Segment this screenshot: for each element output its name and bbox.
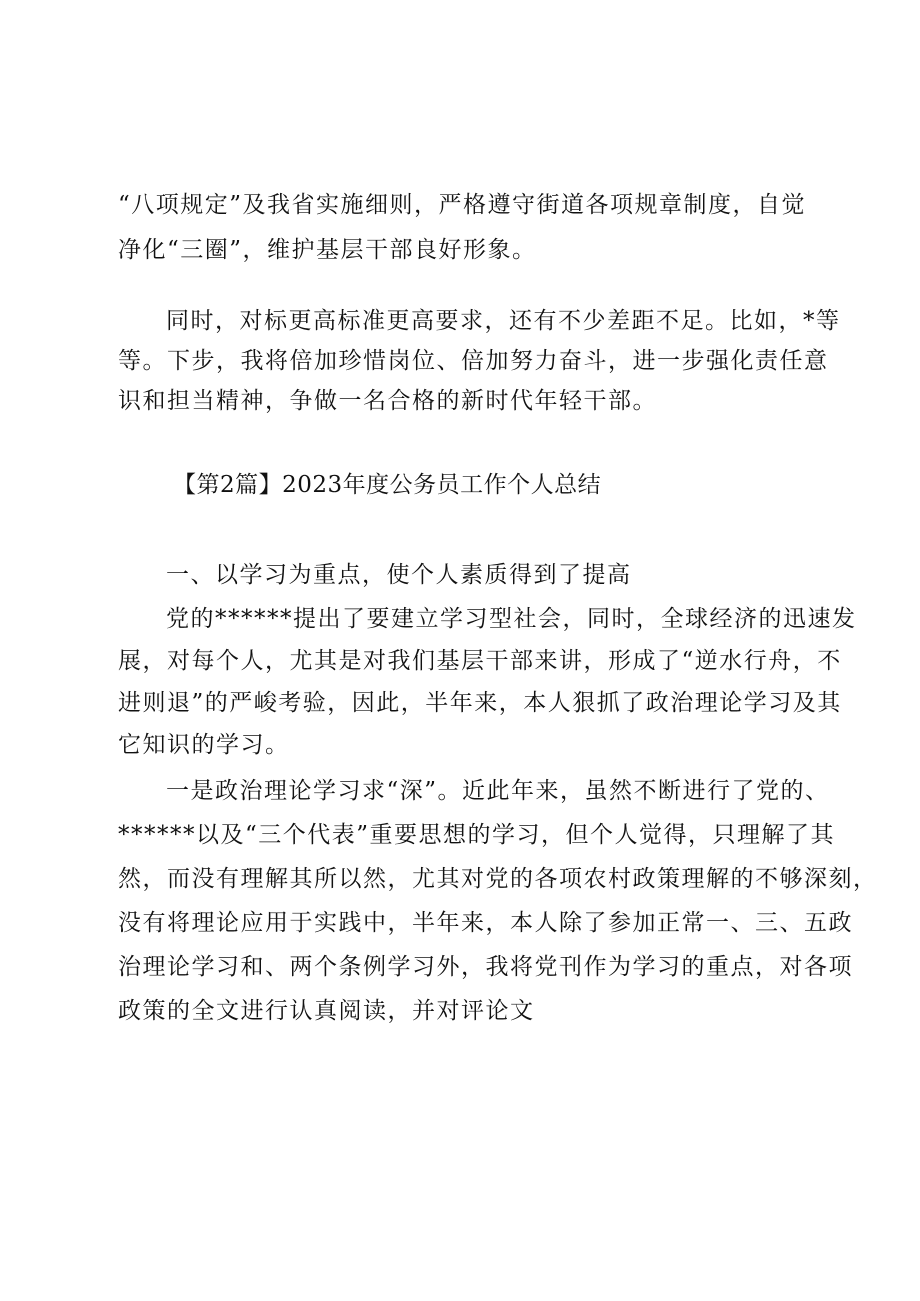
paragraph-line: 净化“三圈”，维护基层干部良好形象。	[118, 237, 537, 263]
paragraph-line: 党的******提出了要建立学习型社会，同时，全球经济的迅速发	[166, 606, 857, 632]
paragraph-line: 治理论学习和、两个条例学习外，我将党刊作为学习的重点，对各项	[118, 954, 853, 980]
subheading: 一、以学习为重点，使个人素质得到了提高	[166, 562, 632, 588]
paragraph-line: 它知识的学习。	[118, 732, 290, 758]
paragraph-line: 一是政治理论学习求“深”。近此年来，虽然不断进行了党的、	[166, 778, 830, 804]
paragraph-line: 进则退”的严峻考验，因此，半年来，本人狠抓了政治理论学习及其	[118, 690, 842, 716]
section-heading: 【第2篇】2023年度公务员工作个人总结	[173, 472, 602, 498]
paragraph-line: 政策的全文进行认真阅读，并对评论文	[118, 998, 535, 1024]
paragraph-line: 然，而没有理解其所以然，尤其对党的各项农村政策理解的不够深刻，	[118, 866, 878, 892]
paragraph-line: 识和担当精神，争做一名合格的新时代年轻干部。	[118, 388, 657, 414]
paragraph-line: 展，对每个人，尤其是对我们基层干部来讲，形成了“逆水行舟，不	[118, 648, 842, 674]
paragraph-line: 没有将理论应用于实践中，半年来，本人除了参加正常一、三、五政	[118, 910, 853, 936]
paragraph-line: ******以及“三个代表”重要思想的学习，但个人觉得，只理解了其	[118, 822, 836, 848]
paragraph-line: 同时，对标更高标准更高要求，还有不少差距不足。比如，*等	[166, 308, 841, 334]
paragraph-line: 等。下步，我将倍加珍惜岗位、倍加努力奋斗，进一步强化责任意	[118, 348, 829, 374]
paragraph-line: “八项规定”及我省实施细则，严格遵守街道各项规章制度，自觉	[118, 192, 807, 218]
